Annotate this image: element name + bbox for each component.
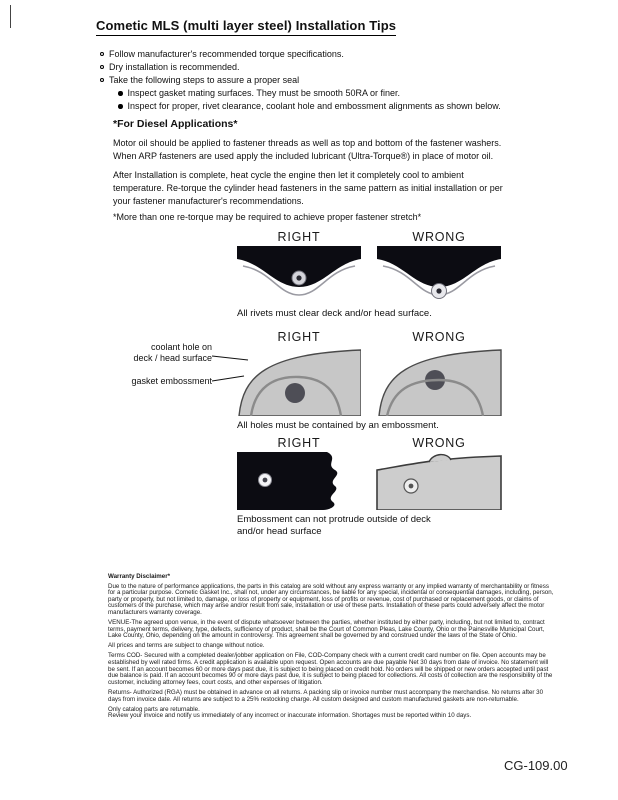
label-pointer-lines	[208, 342, 256, 390]
page-title: Cometic MLS (multi layer steel) Installation Tips	[96, 18, 396, 36]
coolant-hole-label	[128, 342, 212, 364]
list-item	[100, 74, 586, 87]
wrong-label: WRONG	[412, 230, 466, 244]
list-item-text: Dry installation is recommended.	[109, 62, 240, 72]
legal-paragraph: Terms COD- Secured with a completed dealer/jobber application on File, COD-Company check with a current credit card number on file. Open accounts may be established by well rated firms. A credit application is available upon request. Open accounts are due payable Net 30 days from date of invoice. No statement will be sent. If an account becomes 60 or more days past due, it is subject to being placed on credit hold. No orders will be shipped or new orders accepted until past due balance is paid. If an account becomes 90 or more days past due, it is subject to being placed for collections. All costs of collection are the responsibility of the customer, including attorney fees, court costs, and other expenses of litigation.	[108, 652, 553, 686]
gasket-embossment-label: gasket embossment	[131, 376, 212, 386]
circle-bullet-icon	[100, 52, 104, 56]
figure-rivet-wrong	[376, 246, 502, 303]
list-item-text: Take the following steps to assure a proper seal	[109, 75, 300, 85]
legal-paragraph: Due to the nature of performance applications, the parts in this catalog are sold without any express warranty or any implied warranty of merchantability or fitness for a particular purpose. Cometic Gasket Inc., shall not, under any circumstances, be liable for any special, incidental or consequential damages, including, person, party or property, but not limited to, damage, or loss of property or equipment, loss of profits or revenue, cost of purchased or replacement goods, or claims of customers of the purchase, which may arise and/or result from sale, installation or use of these parts. Installation of these parts could adversely affect the motor manufacturers warranty coverage.	[108, 582, 554, 616]
rivet-wrong-diagram	[376, 246, 502, 303]
retorque-note: *More than one re-torque may be required to achieve proper fastener stretch*	[113, 212, 422, 222]
figure-hole-wrong	[376, 346, 502, 416]
figure-caption-embossment: Embossment can not protrude outside of deck and/or head surface	[237, 514, 431, 537]
sub-list-item	[118, 100, 586, 113]
circle-bullet-icon	[100, 65, 104, 69]
diesel-paragraph-1: Motor oil should be applied to fastener threads as well as top and bottom of the fastener washers. When ARP fasteners are used apply the included lubricant (Ultra-Torque®) in place of motor oil.	[113, 138, 502, 161]
right-label: RIGHT	[277, 230, 321, 244]
right-label: RIGHT	[277, 436, 321, 450]
list-item-text: Inspect gasket mating surfaces. They must be smooth 50RA or finer.	[127, 88, 400, 98]
dot-bullet-icon	[118, 91, 123, 96]
coolant-hole-label-line2: deck / head surface	[133, 353, 212, 363]
figure-caption-holes: All holes must be contained by an embossment.	[237, 420, 439, 431]
warranty-disclaimer-heading: Warranty Disclaimer*	[108, 573, 171, 580]
page-edge-mark	[10, 5, 11, 28]
page-code: CG-109.00	[504, 758, 568, 773]
coolant-hole-wrong-diagram	[376, 346, 502, 416]
sub-list-item	[118, 87, 586, 100]
legal-paragraph: All prices and terms are subject to change without notice.	[108, 642, 265, 650]
right-label: RIGHT	[277, 330, 321, 344]
dot-bullet-icon	[118, 104, 123, 109]
legal-paragraph: VENUE-The agreed upon venue, in the event of dispute whatsoever between the parties, whether instituted by either party, including, but not limited to, contract terms, payment terms, delivery, type, defects, sufficiency of product, shall be the Court of Common Pleas, Lake County, Ohio or the Painesville Municipal Court, Lake County, Ohio, depending on the amount in controversy. This agreement shall be governed by and construed under the laws of the State of Ohio.	[108, 619, 545, 640]
legal-section	[108, 574, 554, 723]
legal-paragraph: Returns- Authorized (RGA) must be obtained in advance on all returns. A packing slip or invoice number must accompany the merchandise. No returns after 30 days from invoice date. All returns are subject to a 25% restocking charge. All custom designed and custom manufactured gaskets are non-returnable.	[108, 688, 544, 703]
figure-caption-rivets: All rivets must clear deck and/or head surface.	[237, 308, 432, 319]
legal-paragraph: Only catalog parts are returnable.	[108, 705, 200, 713]
list-item	[100, 48, 586, 61]
list-item-text: Follow manufacturer's recommended torque specifications.	[109, 49, 344, 59]
rivet-right-diagram	[237, 246, 361, 303]
list-item	[100, 61, 586, 74]
wrong-label: WRONG	[412, 436, 466, 450]
tips-list	[100, 48, 586, 113]
figure-embossment-wrong	[376, 452, 502, 510]
wrong-label: WRONG	[412, 330, 466, 344]
diesel-applications-heading: *For Diesel Applications*	[113, 118, 238, 130]
embossment-wrong-diagram	[376, 452, 502, 510]
circle-bullet-icon	[100, 78, 104, 82]
embossment-right-diagram	[237, 452, 361, 510]
figure-rivet-right	[237, 246, 361, 303]
legal-paragraph: Review your invoice and notify us immediately of any incorrect or inaccurate information. Shortages must be reported within 10 days.	[108, 712, 472, 720]
coolant-hole-label-line1: coolant hole on	[150, 342, 212, 352]
diesel-paragraph-2: After Installation is complete, heat cycle the engine then let it completely cool to ambient temperature. Re-torque the cylinder head fasteners in the same pattern as initial installation or per your fastener manufacturer's recommendations.	[113, 170, 503, 206]
list-item-text: Inspect for proper, rivet clearance, coolant hole and embossment alignments as shown below.	[127, 101, 501, 111]
figure-embossment-right	[237, 452, 361, 510]
